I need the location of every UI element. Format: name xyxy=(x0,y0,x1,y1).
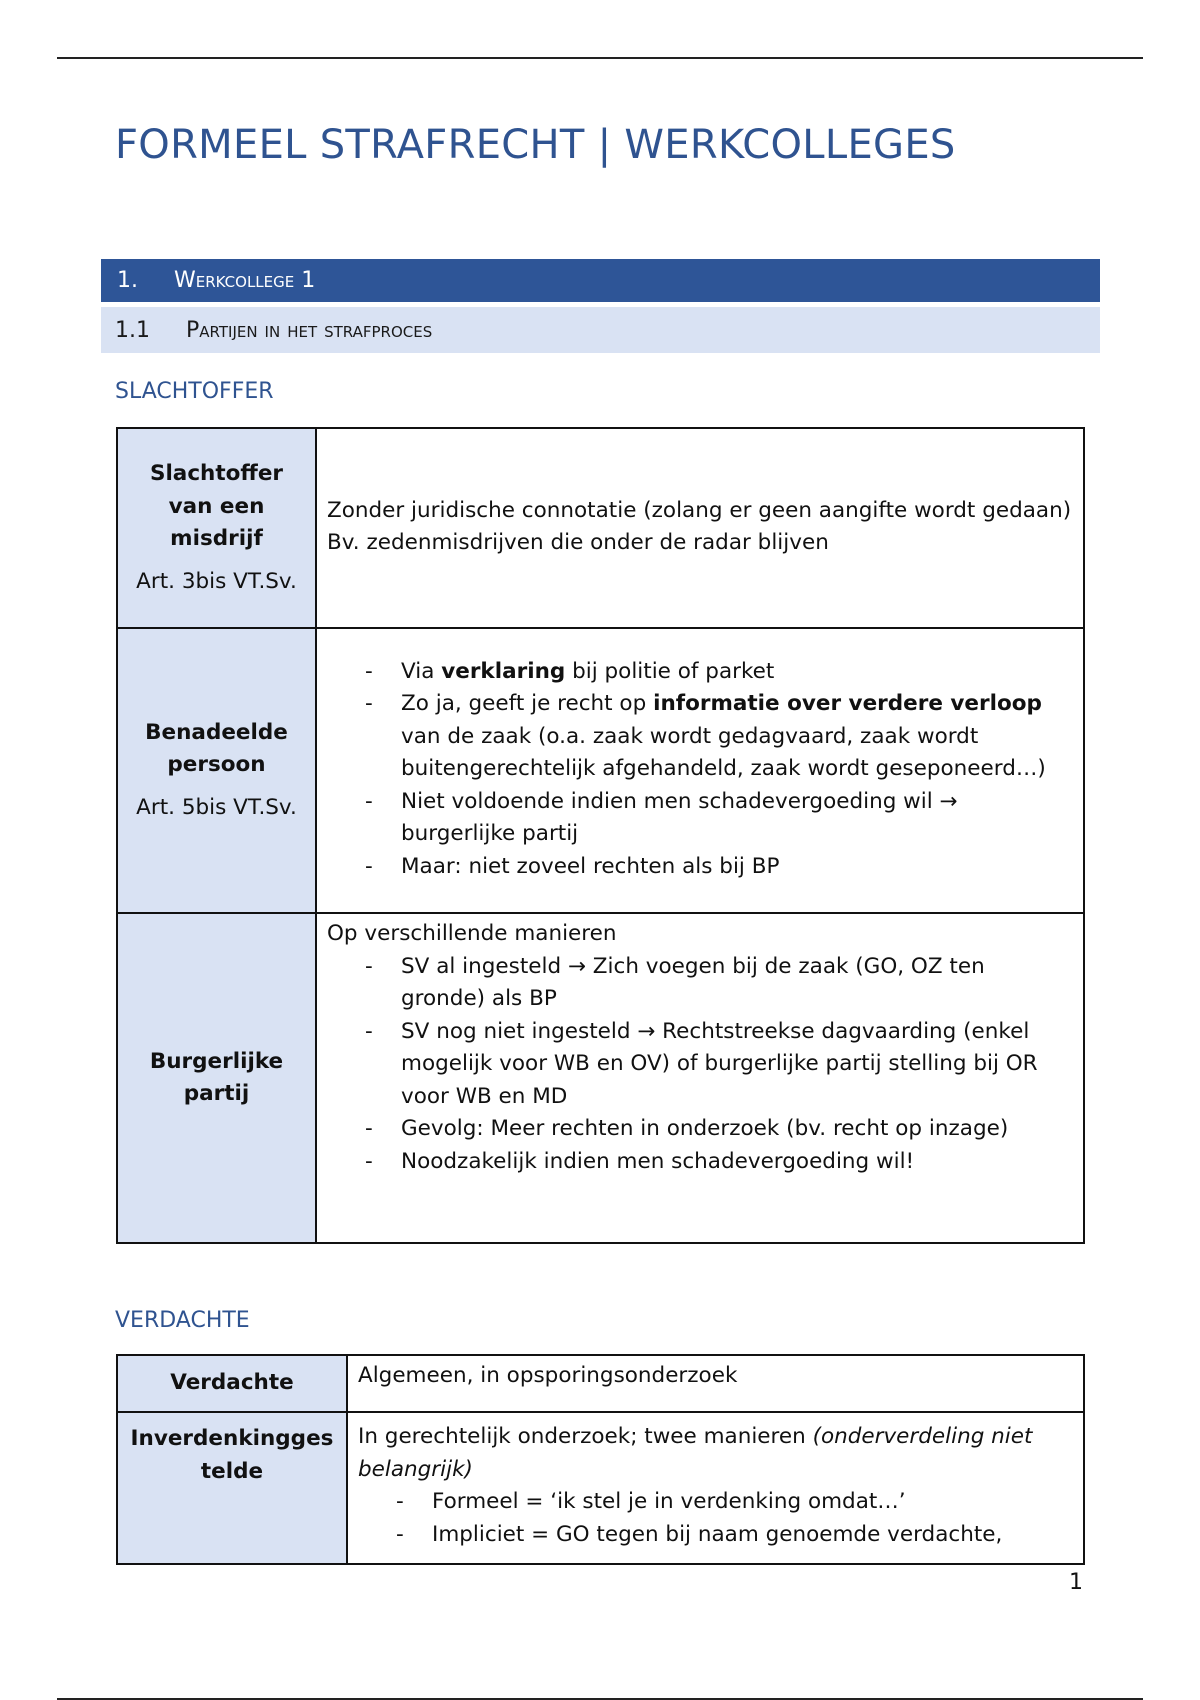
verdachte-table xyxy=(116,1354,1085,1565)
subheading-number: 1.1 xyxy=(115,317,150,343)
document-title: FORMEEL STRAFRECHT | WERKCOLLEGES xyxy=(115,122,956,168)
row-content xyxy=(347,1412,1084,1564)
subheading-label: Partijen in het strafproces xyxy=(186,317,433,343)
definition-text: Algemeen, in opsporingsonderzoek xyxy=(358,1363,738,1388)
bullet-list xyxy=(327,951,1073,1179)
header-rule xyxy=(57,57,1143,59)
row-label xyxy=(117,1412,347,1564)
list-item: - Maar: niet zoveel rechten als bij BP xyxy=(365,851,1073,884)
table-row xyxy=(117,1412,1084,1564)
list-item: - Niet voldoende indien men schadevergoeding wil → burgerlijke partij xyxy=(365,786,1073,851)
list-item: - Impliciet = GO tegen bij naam genoemde verdachte, xyxy=(396,1519,1073,1552)
slachtoffer-table xyxy=(116,427,1085,1244)
list-item: - SV al ingesteld → Zich voegen bij de zaak (GO, OZ ten gronde) als BP xyxy=(365,951,1073,1016)
bullet-list xyxy=(327,656,1073,884)
table-row xyxy=(117,628,1084,913)
row-label xyxy=(117,628,316,913)
table-row xyxy=(117,428,1084,628)
intro-text: In gerechtelijk onderzoek; twee manieren (onderverdeling niet belangrijk) xyxy=(358,1424,1033,1482)
section-heading-verdachte: VERDACHTE xyxy=(115,1308,250,1333)
term: Slachtoffer van een misdrijf xyxy=(149,461,284,551)
list-item: - Gevolg: Meer rechten in onderzoek (bv. recht op inzage) xyxy=(365,1113,1073,1146)
term: Benadeelde persoon xyxy=(145,719,288,778)
row-label xyxy=(117,913,316,1243)
list-item: - SV nog niet ingesteld → Rechtstreekse dagvaarding (enkel mogelijk voor WB en OV) of burgerlijke partij stelling bij OR voor WB en MD xyxy=(365,1016,1073,1114)
list-item: - Formeel = ‘ik stel je in verdenking omdat…’ xyxy=(396,1486,1073,1519)
list-item: - Noodzakelijk indien men schadevergoeding wil! xyxy=(365,1146,1073,1179)
table-row xyxy=(117,1355,1084,1412)
article-reference: Art. 5bis VT.Sv. xyxy=(136,794,297,820)
list-item: - Zo ja, geeft je recht op informatie over verdere verloop van de zaak (o.a. zaak wordt gedagvaard, zaak wordt buitengerechtelijk afgehandeld, zaak wordt geseponeerd…) xyxy=(365,688,1073,786)
section-heading-slachtoffer: SLACHTOFFER xyxy=(115,379,274,404)
heading-werkcollege-1 xyxy=(101,259,1100,302)
heading-number: 1. xyxy=(117,268,138,293)
page-number: 1 xyxy=(1069,1570,1083,1595)
heading-partijen xyxy=(101,307,1100,353)
row-content xyxy=(316,628,1084,913)
list-item: - Via verklaring bij politie of parket xyxy=(365,656,1073,689)
row-label xyxy=(117,1355,347,1412)
row-label xyxy=(117,428,316,628)
intro-text: Op verschillende manieren xyxy=(327,921,617,946)
row-content xyxy=(316,428,1084,628)
term: Verdachte xyxy=(170,1370,294,1396)
table-row xyxy=(117,913,1084,1243)
article-reference: Art. 3bis VT.Sv. xyxy=(136,568,297,594)
definition-text: Zonder juridische connotatie (zolang er geen aangifte wordt gedaan) Bv. zedenmisdrijven die onder de radar blijven xyxy=(327,497,1072,555)
row-content xyxy=(316,913,1084,1243)
row-content xyxy=(347,1355,1084,1412)
term: Burgerlijke partij xyxy=(149,1048,284,1106)
heading-label: Werkcollege 1 xyxy=(174,268,316,293)
term: Inverdenkinggestelde xyxy=(130,1426,334,1484)
bullet-list xyxy=(358,1486,1073,1551)
